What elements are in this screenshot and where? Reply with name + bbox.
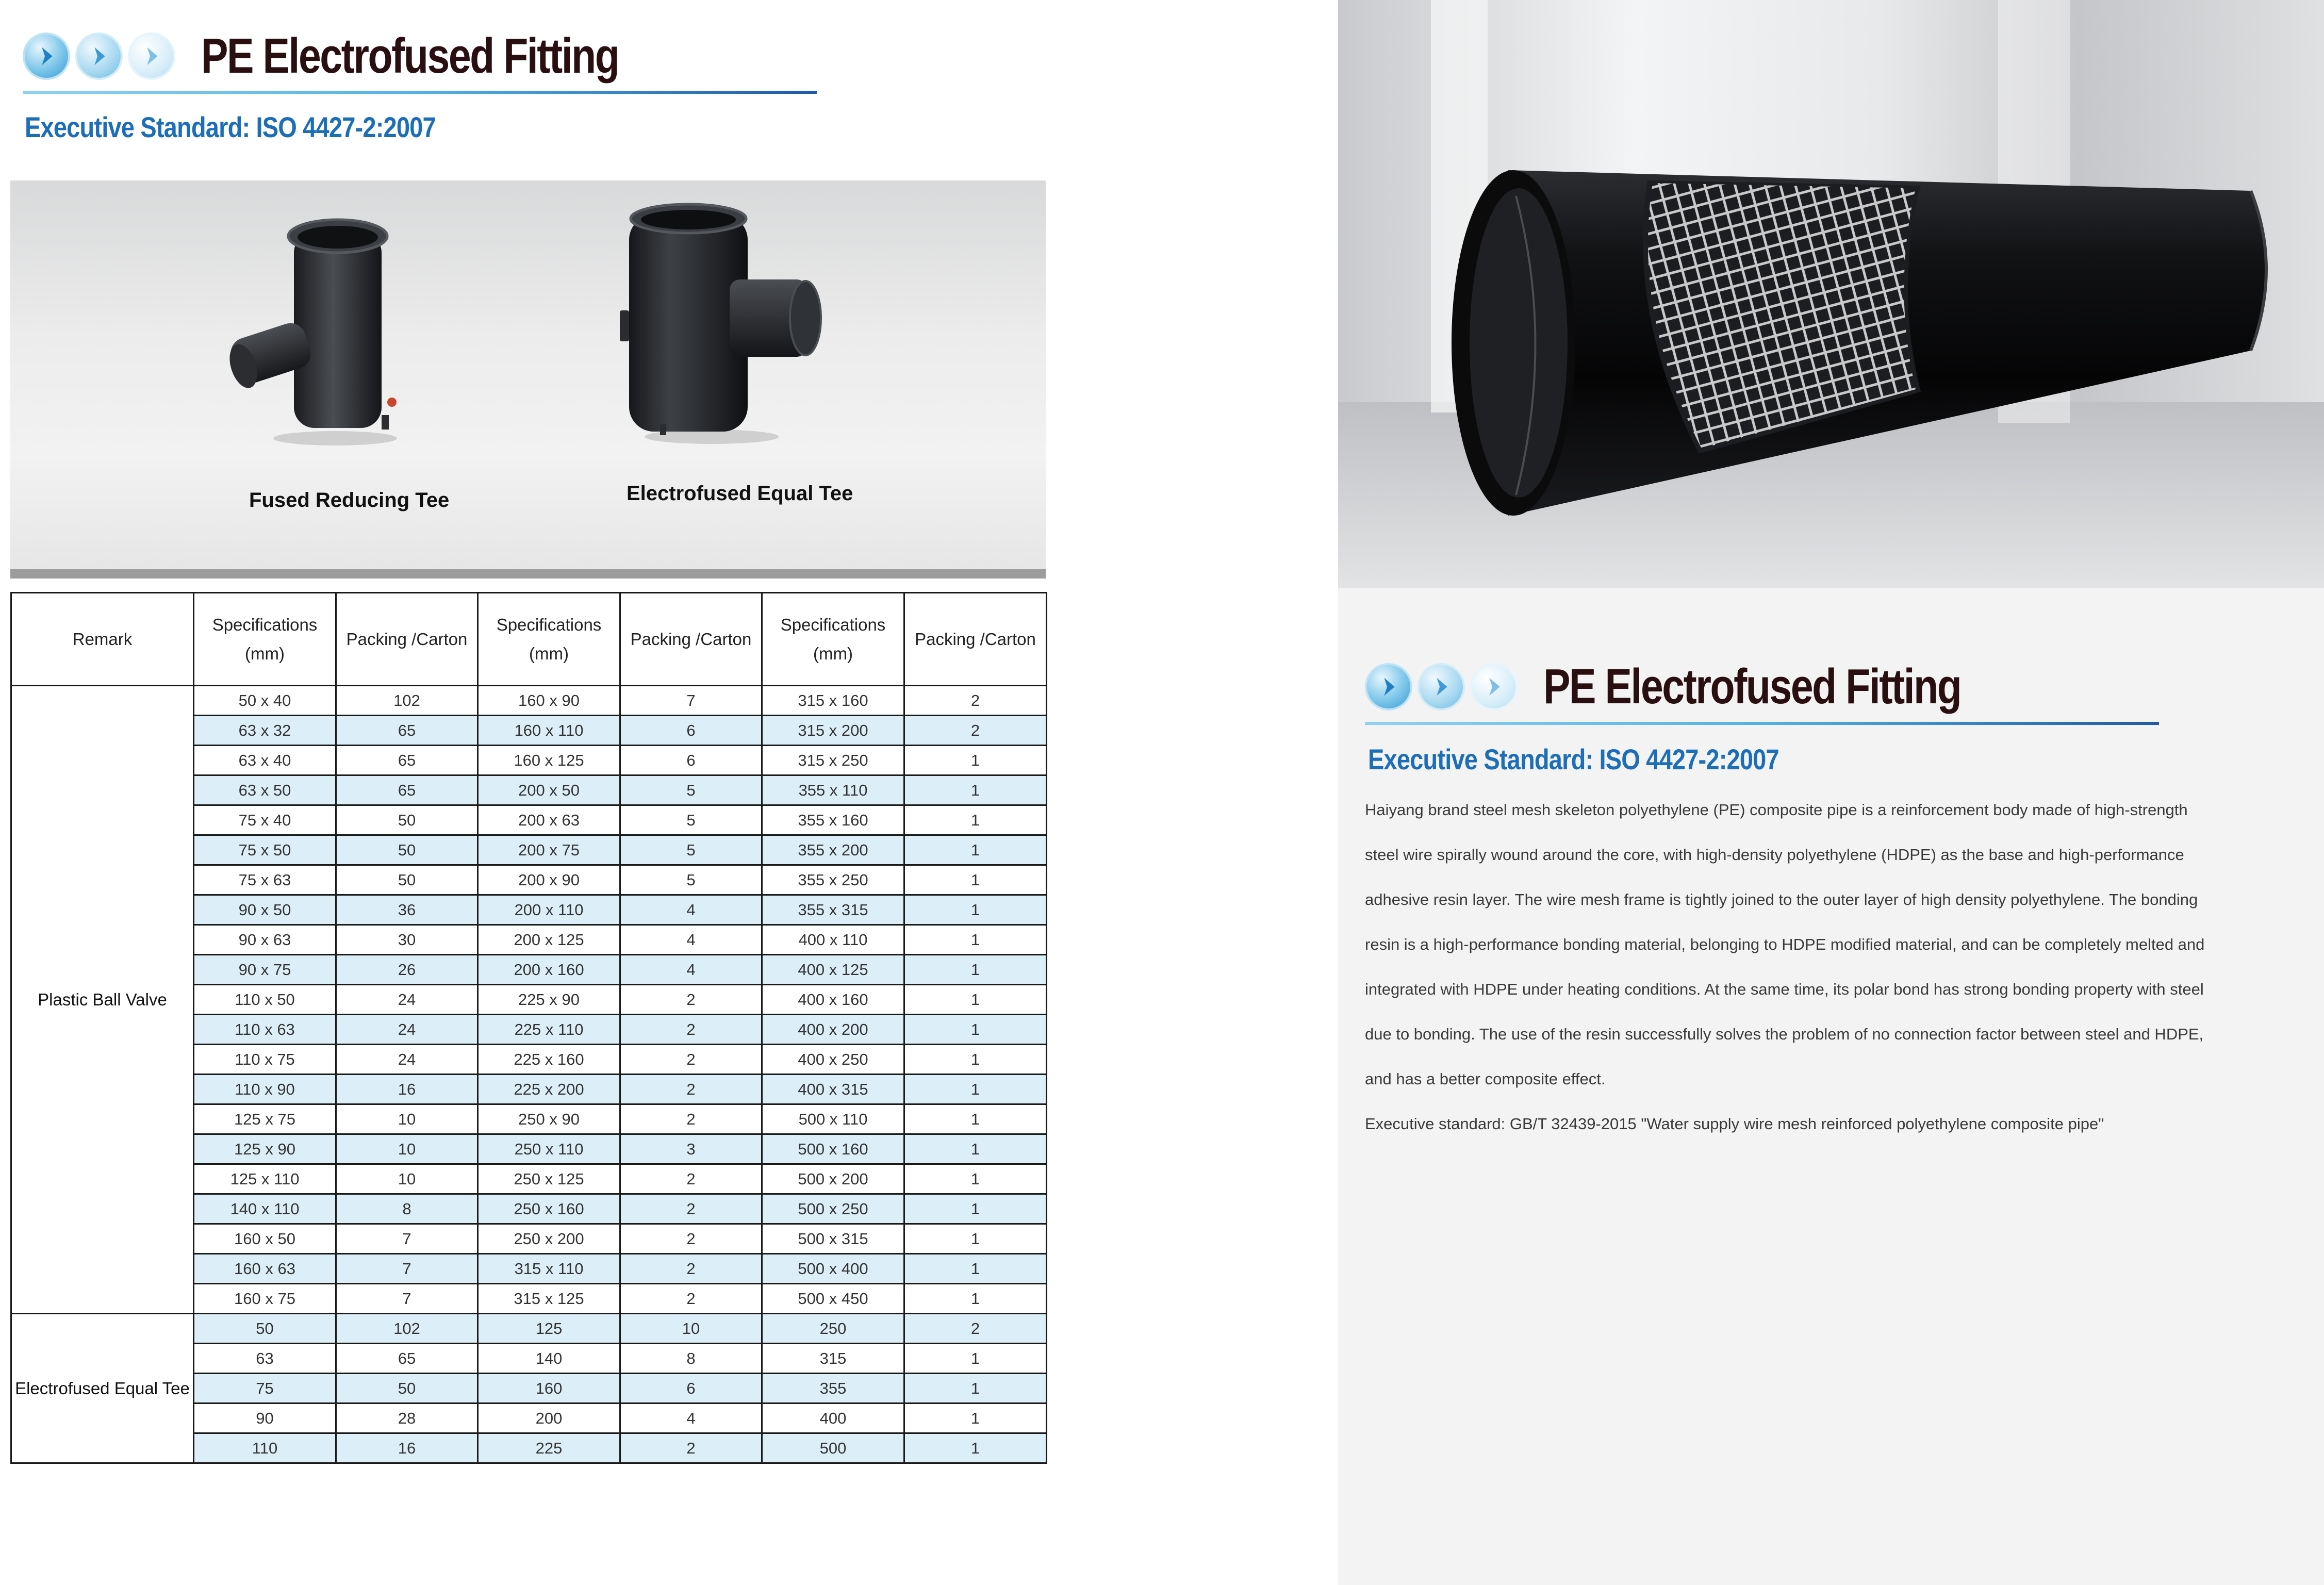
table-header-row [11, 593, 1047, 686]
table-cell: 3 [620, 1134, 762, 1164]
table-cell: 2 [620, 1104, 762, 1134]
table-cell: 1 [904, 835, 1047, 865]
table-cell: 65 [336, 716, 478, 746]
table-cell: 500 x 200 [762, 1164, 904, 1194]
table-cell: 7 [620, 686, 762, 716]
product-banner [10, 180, 1046, 572]
table-cell: 225 [478, 1433, 620, 1463]
table-cell: 75 x 63 [194, 865, 336, 895]
column-header: Packing /Carton [620, 593, 762, 686]
table-cell: 4 [620, 925, 762, 955]
table-cell: 500 [762, 1433, 904, 1463]
table-cell: 1 [904, 925, 1047, 955]
table-cell: 250 x 160 [478, 1194, 620, 1224]
table-cell: 315 x 110 [478, 1254, 620, 1284]
table-cell: 1 [904, 1194, 1047, 1224]
table-cell: 400 x 200 [762, 1015, 904, 1045]
remark-cell: Plastic Ball Valve [11, 686, 194, 1314]
product-caption: Fused Reducing Tee [249, 489, 450, 511]
table-cell: 2 [620, 1224, 762, 1254]
table-cell: 50 [336, 835, 478, 865]
table-cell: 1 [904, 865, 1047, 895]
table-cell: 500 x 160 [762, 1134, 904, 1164]
table-cell: 7 [336, 1254, 478, 1284]
table-cell: 75 x 50 [194, 835, 336, 865]
description-line: resin is a high-performance bonding material, belonging to HDPE modified material, and can be completely melted and [1365, 935, 2205, 953]
table-cell: 160 x 90 [478, 686, 620, 716]
page-title: PE Electrofused Fitting [201, 28, 619, 84]
table-cell: 200 x 50 [478, 775, 620, 805]
table-cell: 200 x 90 [478, 865, 620, 895]
table-cell: 90 [194, 1404, 336, 1433]
table-cell: 8 [336, 1194, 478, 1224]
table-cell: 2 [620, 985, 762, 1015]
equal-tee-image [619, 202, 835, 444]
chevron-right-icon [128, 32, 175, 80]
table-cell: 355 [762, 1374, 904, 1404]
description-line: steel wire spirally wound around the core, with high-density polyethylene (HDPE) as the base and high-performance [1365, 846, 2184, 864]
table-cell: 125 [478, 1314, 620, 1344]
table-cell: 355 x 160 [762, 805, 904, 835]
table-cell: 2 [904, 686, 1047, 716]
table-cell: 200 x 63 [478, 805, 620, 835]
table-cell: 225 x 200 [478, 1075, 620, 1104]
chevron-right-icon [1365, 663, 1412, 711]
table-cell: 1 [904, 895, 1047, 925]
table-cell: 315 x 160 [762, 686, 904, 716]
table-cell: 355 x 315 [762, 895, 904, 925]
table-cell: 1 [904, 1374, 1047, 1404]
table-cell: 90 x 50 [194, 895, 336, 925]
table-cell: 2 [620, 1164, 762, 1194]
table-cell: 4 [620, 895, 762, 925]
table-cell: 24 [336, 1015, 478, 1045]
description-line: and has a better composite effect. [1365, 1070, 1606, 1088]
table-cell: 28 [336, 1404, 478, 1433]
table-cell: 200 [478, 1404, 620, 1433]
table-cell: 140 [478, 1344, 620, 1374]
table-cell: 2 [620, 1284, 762, 1314]
table-cell: 140 x 110 [194, 1194, 336, 1224]
table-cell: 250 x 110 [478, 1134, 620, 1164]
table-cell: 26 [336, 955, 478, 985]
table-cell: 1 [904, 805, 1047, 835]
table-cell: 1 [904, 1075, 1047, 1104]
table-cell: 10 [336, 1104, 478, 1134]
executive-standard: Executive Standard: ISO 4427-2:2007 [1368, 743, 1779, 775]
table-cell: 30 [336, 925, 478, 955]
table-cell: 50 x 40 [194, 686, 336, 716]
table-cell: 1 [904, 1224, 1047, 1254]
table-cell: 65 [336, 775, 478, 805]
table-cell: 400 x 250 [762, 1045, 904, 1075]
description-line: integrated with HDPE under heating conditions. At the same time, its polar bond has strong bonding property with steel [1365, 980, 2204, 998]
section-title: PE Electrofused Fitting [1543, 659, 1961, 714]
table-cell: 500 x 450 [762, 1284, 904, 1314]
table-cell: 6 [620, 716, 762, 746]
column-header: Packing /Carton [904, 593, 1047, 686]
table-cell: 50 [336, 865, 478, 895]
left-header [23, 28, 710, 85]
table-cell: 102 [336, 1314, 478, 1344]
table-cell: 250 [762, 1314, 904, 1344]
table-cell: 250 x 200 [478, 1224, 620, 1254]
table-cell: 90 x 63 [194, 925, 336, 955]
table-cell: 1 [904, 746, 1047, 775]
table-cell: 225 x 90 [478, 985, 620, 1015]
table-cell: 4 [620, 955, 762, 985]
table-cell: 1 [904, 1015, 1047, 1045]
table-cell: 90 x 75 [194, 955, 336, 985]
composite-pipe-image [1338, 0, 2324, 588]
table-cell: 315 x 125 [478, 1284, 620, 1314]
chevron-right-icon [1470, 663, 1518, 711]
table-cell: 63 [194, 1344, 336, 1374]
table-cell: 1 [904, 1344, 1047, 1374]
table-cell: 500 x 315 [762, 1224, 904, 1254]
table-cell: 400 x 125 [762, 955, 904, 985]
table-cell: 63 x 32 [194, 716, 336, 746]
table-cell: 1 [904, 1433, 1047, 1463]
table-cell: 110 [194, 1433, 336, 1463]
table-cell: 5 [620, 865, 762, 895]
table-cell: 24 [336, 985, 478, 1015]
table-cell: 10 [336, 1164, 478, 1194]
column-header: Specifications (mm) [762, 593, 904, 686]
table-cell: 160 x 50 [194, 1224, 336, 1254]
right-page [1338, 0, 2324, 1585]
chevron-right-icon [1418, 663, 1465, 711]
table-cell: 63 x 40 [194, 746, 336, 775]
table-cell: 160 x 125 [478, 746, 620, 775]
standard-note: Executive standard: GB/T 32439-2015 "Water supply wire mesh reinforced polyethylene composite pipe" [1365, 1115, 2104, 1133]
table-cell: 6 [620, 746, 762, 775]
description-line: adhesive resin layer. The wire mesh frame is tightly joined to the outer layer of high density polyethylene. The bonding [1365, 890, 2198, 909]
table-cell: 160 x 75 [194, 1284, 336, 1314]
table-cell: 75 x 40 [194, 805, 336, 835]
table-cell: 315 x 200 [762, 716, 904, 746]
title-underline [23, 91, 817, 94]
table-cell: 102 [336, 686, 478, 716]
description-line: Haiyang brand steel mesh skeleton polyethylene (PE) composite pipe is a reinforcement body made of high-strength [1365, 801, 2188, 819]
column-header: Remark [11, 593, 194, 686]
table-cell: 160 [478, 1374, 620, 1404]
table-cell: 250 x 90 [478, 1104, 620, 1134]
table-cell: 2 [620, 1194, 762, 1224]
table-cell: 1 [904, 1164, 1047, 1194]
table-cell: 110 x 50 [194, 985, 336, 1015]
spec-table [10, 592, 1047, 1464]
table-cell: 125 x 75 [194, 1104, 336, 1134]
pipe-photo [1338, 0, 2324, 588]
table-cell: 24 [336, 1045, 478, 1075]
table-cell: 65 [336, 1344, 478, 1374]
column-header: Specifications (mm) [478, 593, 620, 686]
executive-standard: Executive Standard: ISO 4427-2:2007 [25, 111, 436, 143]
table-cell: 500 x 400 [762, 1254, 904, 1284]
table-cell: 400 [762, 1404, 904, 1433]
column-header: Specifications (mm) [194, 593, 336, 686]
table-cell: 1 [904, 985, 1047, 1015]
table-cell: 160 x 63 [194, 1254, 336, 1284]
table-cell: 110 x 75 [194, 1045, 336, 1075]
table-cell: 10 [336, 1134, 478, 1164]
table-cell: 400 x 315 [762, 1075, 904, 1104]
table-cell: 16 [336, 1075, 478, 1104]
table-cell: 110 x 63 [194, 1015, 336, 1045]
table-cell: 1 [904, 1045, 1047, 1075]
table-cell: 200 x 125 [478, 925, 620, 955]
table-cell: 1 [904, 955, 1047, 985]
table-cell: 200 x 75 [478, 835, 620, 865]
table-cell: 2 [620, 1075, 762, 1104]
table-cell: 5 [620, 835, 762, 865]
table-cell: 355 x 250 [762, 865, 904, 895]
table-cell: 400 x 110 [762, 925, 904, 955]
table-cell: 5 [620, 805, 762, 835]
table-cell: 1 [904, 1404, 1047, 1433]
chevron-right-icon [75, 32, 123, 80]
table-cell: 500 x 250 [762, 1194, 904, 1224]
table-cell: 7 [336, 1224, 478, 1254]
table-cell: 315 x 250 [762, 746, 904, 775]
table-cell: 65 [336, 746, 478, 775]
table-cell: 110 x 90 [194, 1075, 336, 1104]
banner-divider [10, 569, 1046, 579]
table-cell: 2 [904, 1314, 1047, 1344]
table-row [11, 1314, 1047, 1344]
table-cell: 16 [336, 1433, 478, 1463]
table-cell: 7 [336, 1284, 478, 1314]
table-cell: 160 x 110 [478, 716, 620, 746]
remark-cell: Electrofused Equal Tee [11, 1314, 194, 1463]
table-cell: 8 [620, 1344, 762, 1374]
table-row [11, 686, 1047, 716]
chevron-right-icon [23, 32, 70, 80]
table-cell: 225 x 160 [478, 1045, 620, 1075]
table-cell: 200 x 160 [478, 955, 620, 985]
table-cell: 225 x 110 [478, 1015, 620, 1045]
table-cell: 2 [620, 1015, 762, 1045]
table-cell: 125 x 110 [194, 1164, 336, 1194]
table-cell: 125 x 90 [194, 1134, 336, 1164]
table-cell: 2 [620, 1045, 762, 1075]
table-cell: 36 [336, 895, 478, 925]
table-cell: 50 [336, 805, 478, 835]
table-cell: 6 [620, 1374, 762, 1404]
table-cell: 2 [620, 1254, 762, 1284]
table-cell: 355 x 110 [762, 775, 904, 805]
table-cell: 10 [620, 1314, 762, 1344]
table-cell: 1 [904, 775, 1047, 805]
table-cell: 75 [194, 1374, 336, 1404]
table-cell: 315 [762, 1344, 904, 1374]
table-cell: 1 [904, 1254, 1047, 1284]
table-cell: 1 [904, 1104, 1047, 1134]
table-cell: 1 [904, 1284, 1047, 1314]
table-cell: 355 x 200 [762, 835, 904, 865]
table-cell: 4 [620, 1404, 762, 1433]
table-cell: 5 [620, 775, 762, 805]
table-cell: 2 [904, 716, 1047, 746]
table-cell: 250 x 125 [478, 1164, 620, 1194]
table-cell: 400 x 160 [762, 985, 904, 1015]
table-cell: 2 [620, 1433, 762, 1463]
table-cell: 63 x 50 [194, 775, 336, 805]
table-cell: 50 [194, 1314, 336, 1344]
right-header [1365, 658, 2052, 715]
description-text [1365, 787, 2241, 1146]
table-cell: 500 x 110 [762, 1104, 904, 1134]
title-underline [1365, 722, 2159, 725]
column-header: Packing /Carton [336, 593, 478, 686]
description-line: due to bonding. The use of the resin successfully solves the problem of no connection factor between steel and HDPE, [1365, 1025, 2204, 1043]
reducing-tee-image [217, 211, 433, 449]
product-caption: Electrofused Equal Tee [627, 482, 853, 505]
table-cell: 1 [904, 1134, 1047, 1164]
table-cell: 200 x 110 [478, 895, 620, 925]
table-cell: 50 [336, 1374, 478, 1404]
